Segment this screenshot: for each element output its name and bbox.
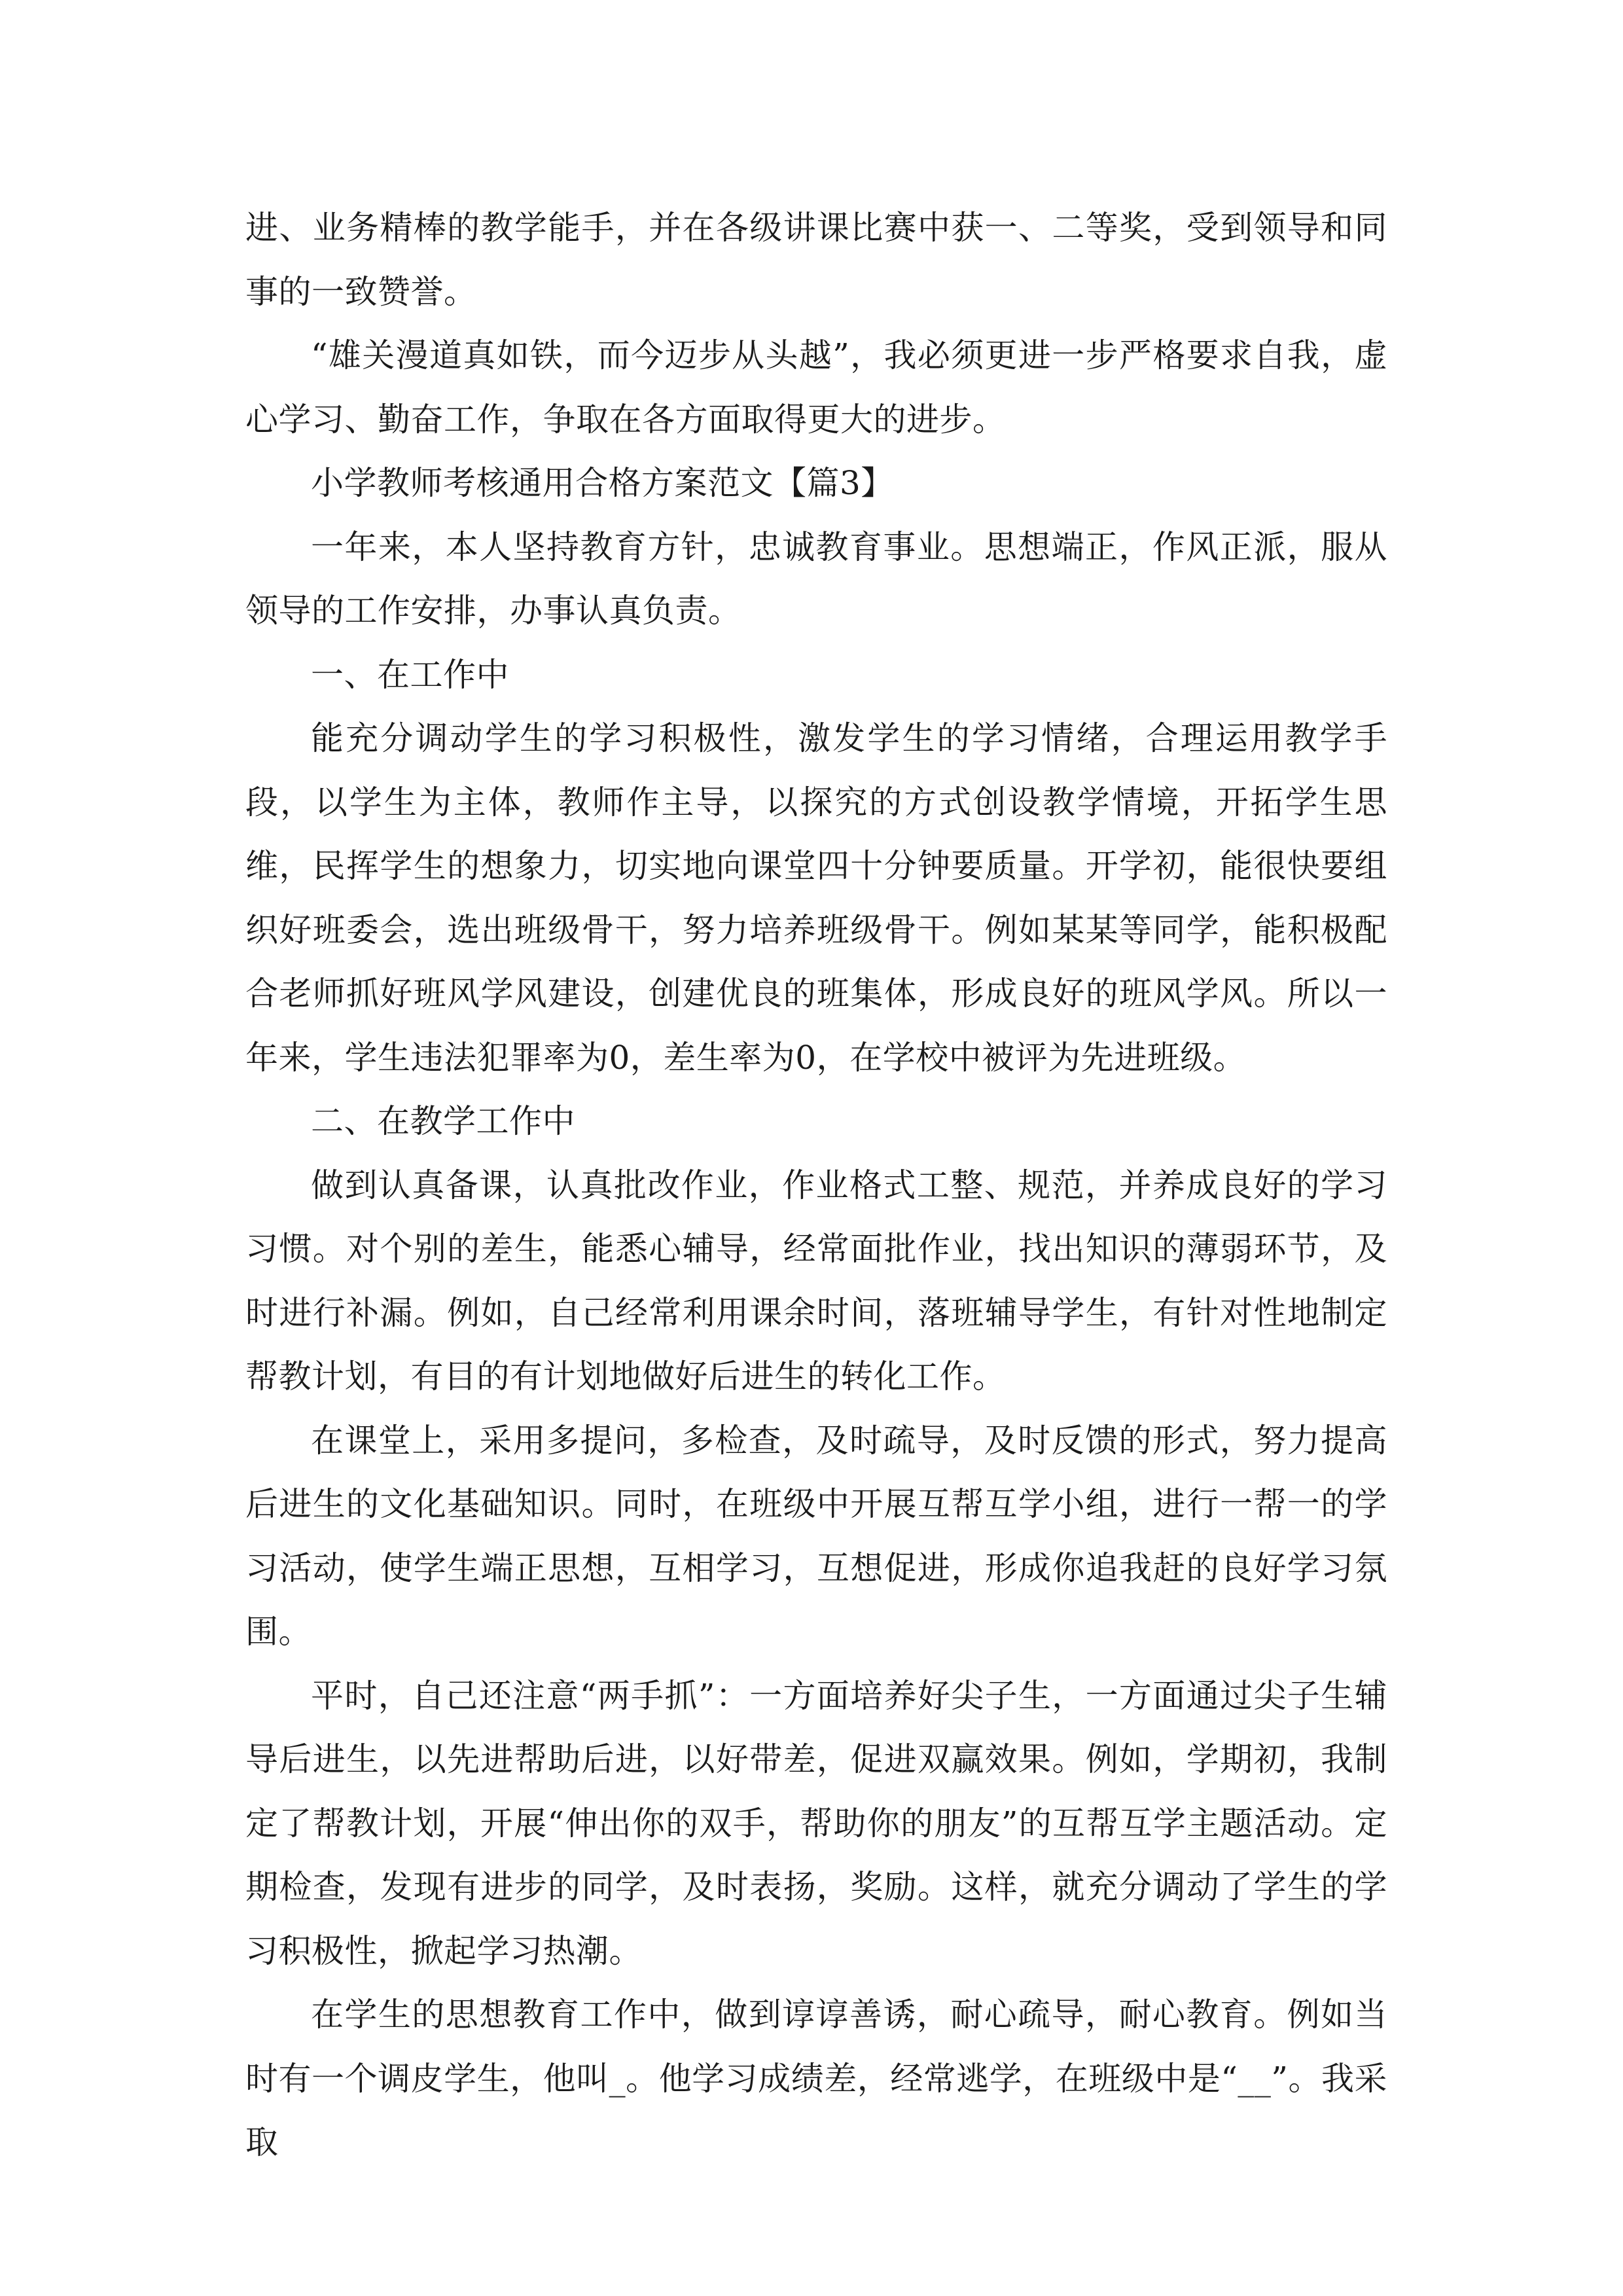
- paragraph-11: 在学生的思想教育工作中，做到谆谆善诱，耐心疏导，耐心教育。例如当时有一个调皮学生，他叫_。他学习成绩差，经常逃学，在班级中是“__”。我采取: [245, 1996, 1387, 2161]
- paragraph-6: 能充分调动学生的学习积极性，激发学生的学习情绪，合理运用教学手段，以学生为主体，教师作主导，以探究的方式创设教学情境，开拓学生思维，民挥学生的想象力，切实地向课堂四十分钟要质量。开学初，能很快要组织好班委会，选出班级骨干，努力培养班级骨干。例如某某等同学，能积极配合老师抓好班风学风建设，创建优良的班集体，形成良好的班风学风。所以一年来，学生违法犯罪率为0，差生率为0，在学校中被评为先进班级。: [245, 719, 1387, 1077]
- heading-1: 一、在工作中: [311, 655, 509, 694]
- paragraph-10: 平时，自己还注意“两手抓”：一方面培养好尖子生，一方面通过尖子生辅导后进生，以先进帮助后进，以好带差，促进双赢效果。例如，学期初，我制定了帮教计划，开展“伸出你的双手，帮助你的朋友”的互帮互学主题活动。定期检查，发现有进步的同学，及时表扬，奖励。这样，就充分调动了学生的学习积极性，掀起学习热潮。: [245, 1676, 1387, 1970]
- document-body: [245, 196, 1387, 2175]
- paragraph-1: 进、业务精棒的教学能手，并在各级讲课比赛中获一、二等奖，受到领导和同事的一致赞誉。: [245, 209, 1387, 311]
- paragraph-9: 在课堂上，采用多提问，多检查，及时疏导，及时反馈的形式，努力提高后进生的文化基础知识。同时，在班级中开展互帮互学小组，进行一帮一的学习活动，使学生端正思想，互相学习，互想促进，形成你追我赶的良好学习氛围。: [245, 1421, 1387, 1651]
- heading-2: 二、在教学工作中: [311, 1102, 575, 1140]
- paragraph-4: 一年来，本人坚持教育方针，忠诚教育事业。思想端正，作风正派，服从领导的工作安排，办事认真负责。: [245, 528, 1387, 630]
- paragraph-8: 做到认真备课，认真批改作业，作业格式工整、规范，并养成良好的学习习惯。对个别的差生，能悉心辅导，经常面批作业，找出知识的薄弱环节，及时进行补漏。例如，自己经常利用课余时间，落班辅导学生，有针对性地制定帮教计划，有目的有计划地做好后进生的转化工作。: [245, 1166, 1387, 1395]
- section-title: 小学教师考核通用合格方案范文【篇3】: [311, 464, 894, 502]
- paragraph-2: “雄关漫道真如铁，而今迈步从头越”，我必须更进一步严格要求自我，虚心学习、勤奋工作，争取在各方面取得更大的进步。: [245, 336, 1387, 439]
